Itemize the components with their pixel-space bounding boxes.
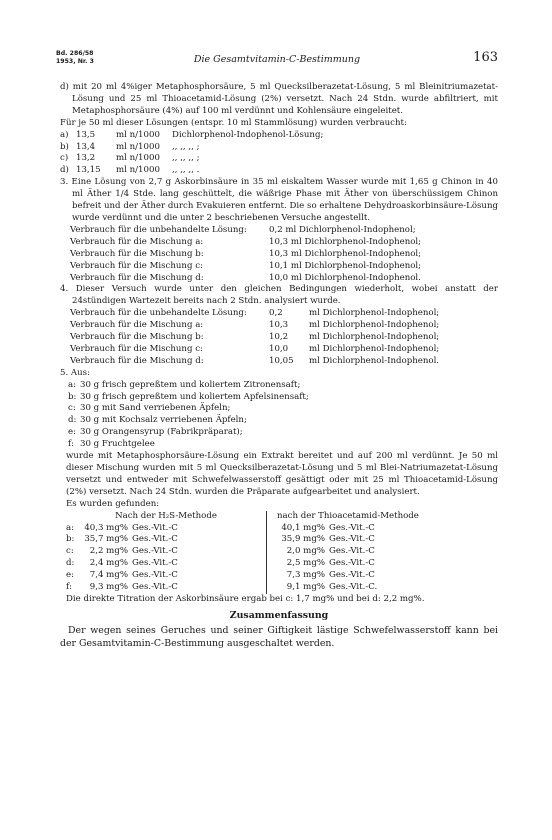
sample-item: f: 30 g Fruchtgelee (68, 439, 155, 450)
table-row: 35,9 mg% Ges.-Vit.-C (281, 534, 375, 545)
running-header (56, 48, 498, 76)
result-row: Verbrauch für die Mischung b: 10,3 ml Dichlorphenol-Indophenol; (70, 248, 422, 259)
consumption-intro: Für je 50 ml dieser Lösungen (entspr. 10 ml Stammlösung) wurden verbraucht: (60, 117, 407, 128)
experiment-4-results (60, 308, 498, 368)
result-row: Verbrauch für die Mischung d: 10,05 ml Dichlorphenol-Indophenol. (70, 355, 440, 366)
result-row: Verbrauch für die Mischung b: 10,2 ml Dichlorphenol-Indophenol; (70, 332, 440, 343)
sample-item: c: 30 g mit Sand verriebenen Äpfeln; (68, 403, 231, 414)
table-row: 9,1 mg% Ges.-Vit.-C. (286, 582, 378, 593)
h2s-column-header: Nach der H₂S-Methode (115, 510, 217, 521)
result-row: Verbrauch für die Mischung a: 10,3 ml Dichlorphenol-Indophenol; (70, 320, 440, 331)
consumption-row: c) 13,2 ml n/1000 ,, ,, ,, ; (60, 153, 200, 164)
result-row: Verbrauch für die unbehandelte Lösung: 0,2 ml Dichlorphenol-Indophenol; (70, 224, 416, 235)
sample-item: d: 30 g mit Kochsalz verriebenen Äpfeln; (68, 415, 247, 426)
sample-list (60, 380, 498, 451)
sample-item: a: 30 g frisch gepreßtem und koliertem Zitronensaft; (68, 379, 301, 390)
table-row: 2,5 mg% Ges.-Vit.-C (286, 558, 375, 569)
sample-item: b: 30 g frisch gepreßtem und koliertem Apfelsinensaft; (68, 391, 309, 402)
table-row: 7,3 mg% Ges.-Vit.-C (286, 570, 375, 581)
table-row: a: 40,3 mg% Ges.-Vit.-C (66, 522, 178, 533)
table-row: 40,1 mg% Ges.-Vit.-C (281, 522, 375, 533)
direct-titration-note: Die direkte Titration der Askorbinsäure ergab bei c: 1,7 mg% und bei d: 2,2 mg%. (66, 593, 425, 604)
table-row: d: 2,4 mg% Ges.-Vit.-C (66, 558, 178, 569)
result-row: Verbrauch für die Mischung d: 10,0 ml Dichlorphenol-Indophenol. (70, 272, 421, 283)
summary-heading: Zusammenfassung (229, 609, 329, 621)
result-row: Verbrauch für die Mischung a: 10,3 ml Dichlorphenol-Indophenol; (70, 236, 422, 247)
running-title: Die Gesamtvitamin-C-Bestimmung (193, 54, 361, 65)
result-row: Verbrauch für die Mischung c: 10,0 ml Dichlorphenol-Indophenol; (70, 343, 440, 354)
year-issue: 1953, Nr. 3 (56, 58, 94, 65)
volume-number: Bd. 286/58 (56, 50, 94, 57)
table-row: e: 7,4 mg% Ges.-Vit.-C (66, 570, 178, 581)
consumption-row: a) 13,5 ml n/1000 Dichlorphenol-Indophenol-Lösung; (60, 129, 324, 140)
table-row: f: 9,3 mg% Ges.-Vit.-C (66, 582, 178, 593)
result-row: Verbrauch für die Mischung c: 10,1 ml Dichlorphenol-Indophenol; (70, 260, 422, 271)
table-row: c: 2,2 mg% Ges.-Vit.-C (66, 546, 178, 557)
h2s-method-column (66, 511, 266, 594)
result-row: Verbrauch für die unbehandelte Lösung: 0,2 ml Dichlorphenol-Indophenol; (70, 308, 440, 319)
summary-text: Der wegen seines Geruches und seiner Giftigkeit lästige Schwefelwasserstoff kann bei der Gesamtvitamin-C-Bestimmung ausgeschaltet werden. (60, 624, 498, 649)
page-number: 163 (473, 50, 498, 65)
table-row: 2,0 mg% Ges.-Vit.-C (286, 546, 375, 557)
thioacetamid-method-column (266, 511, 419, 594)
found-intro: Es wurden gefunden: (66, 498, 160, 509)
experiment-4-paragraph: 4. Dieser Versuch wurde unter den gleichen Bedingungen wiederholt, wobei anstatt der 24stündigen Wartezeit bereits nach 2 Stdn. analysiert wurde. (60, 284, 498, 307)
sample-item: e: 30 g Orangensyrup (Fabrikpräparat); (68, 427, 243, 438)
thioacetamid-column-header: nach der Thioacetamid-Methode (277, 510, 419, 521)
consumption-row: d) 13,15 ml n/1000 ,, ,, ,, . (60, 165, 200, 176)
experiment-5-paragraph: wurde mit Metaphosphorsäure-Lösung ein Extrakt bereitet und auf 200 ml verdünnt. Je 50 ml dieser Mischung wurden mit 5 ml Quecksilberazetat-Lösung und 5 ml Blei-Natriumazetat-Lösung versetzt und entweder mit Schwefelwasserstoff gesättigt oder mit 25 ml Thioacetamid-Lösung (2%) versetzt. Nach 24 Stdn. wurden die Präparate aufgearbeitet und analysiert. (66, 451, 498, 497)
consumption-row: b) 13,4 ml n/1000 ,, ,, ,, ; (60, 141, 200, 152)
table-row: b: 35,7 mg% Ges.-Vit.-C (66, 534, 178, 545)
article-body (60, 82, 498, 650)
experiment-3-results (60, 225, 498, 285)
experiment-5-heading: 5. Aus: (60, 367, 90, 378)
results-table (60, 511, 498, 594)
experiment-3-paragraph: 3. Eine Lösung von 2,7 g Askorbinsäure in 35 ml eiskaltem Wasser wurde mit 1,65 g Chinon in 40 ml Äther 1/4 Stde. lang geschüttelt, die wäßrige Phase mit Äther von überschüssigem Chinon befreit und der Äther durch Evakuieren entfernt. Die so erhaltene Dehydroaskorbinsäure-Lösung wurde verdünnt und die unter 2 beschriebenen Versuche angestellt. (60, 177, 498, 223)
item-d-paragraph: d) mit 20 ml 4%iger Metaphosphorsäure, 5 ml Quecksilberazetat-Lösung, 5 ml Bleinitriumazetat-Lösung und 25 ml Thioacetamid-Lösung (2%) versetzt. Nach 24 Stdn. wurde abfiltriert, mit Metaphosphorsäure (4%) auf 100 ml verdünnt und Kohlensäure eingeleitet. (60, 82, 498, 116)
consumption-list (60, 130, 498, 178)
